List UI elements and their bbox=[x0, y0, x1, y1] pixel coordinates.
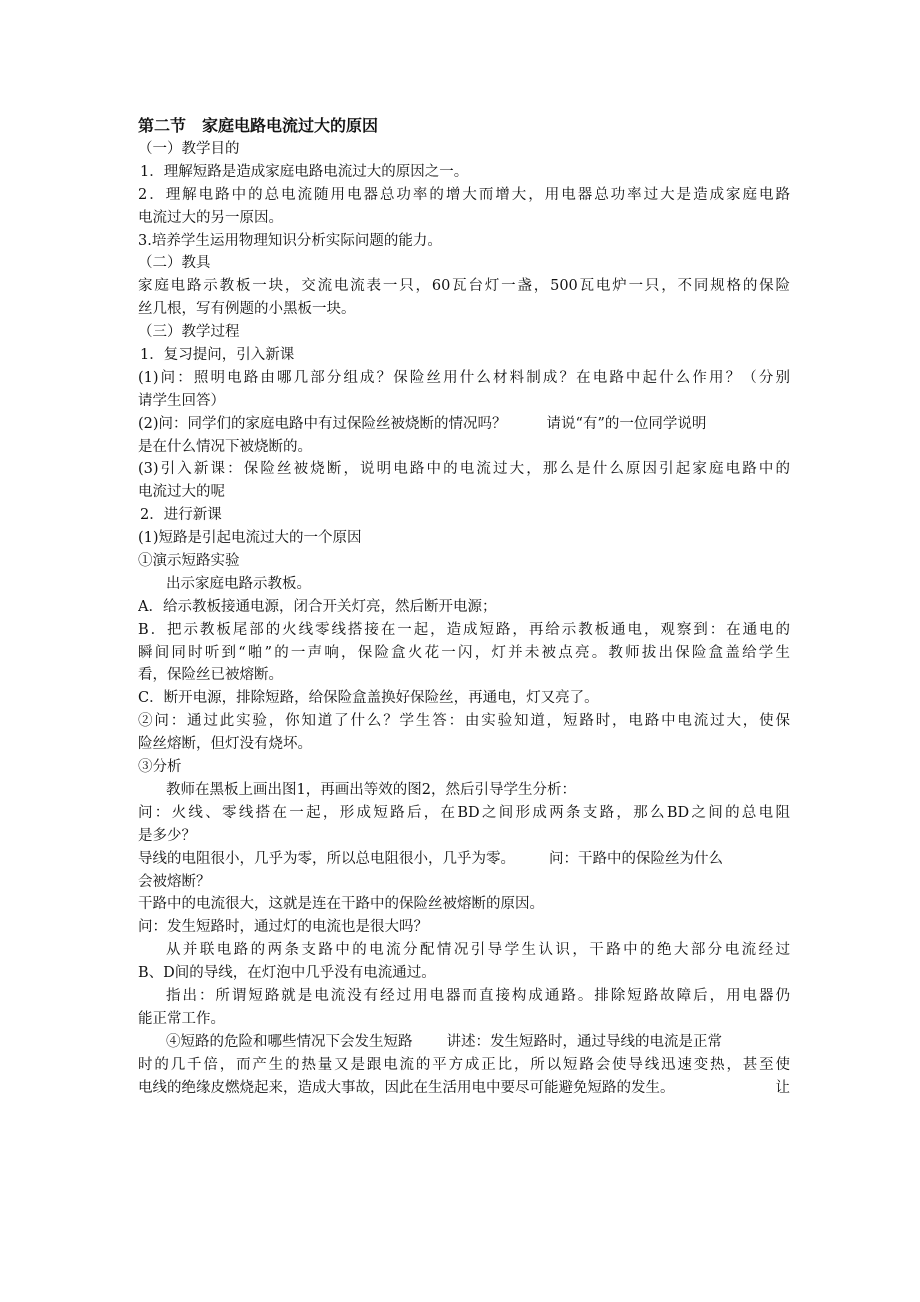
question-1-line-1: (1)问：照明电路由哪几部分组成？保险丝用什么材料制成？在电路中起什么作用？（分别 bbox=[138, 369, 790, 386]
question-1-line-2: 请学生回答） bbox=[138, 392, 225, 409]
definition-line-2: 能正常工作。 bbox=[138, 1010, 225, 1027]
step-2-heading: 2．进行新课 bbox=[140, 507, 222, 524]
demo-question-line-1: ②问：通过此实验，你知道了什么？学生答：由实验知道，短路时，电路中电流过大，使保 bbox=[138, 713, 790, 730]
heading-teaching-process: （三）教学过程 bbox=[138, 324, 240, 341]
section-title: 第二节 家庭电路电流过大的原因 bbox=[138, 116, 379, 135]
danger-explain-line-2: 时的几千倍，而产生的热量又是跟电流的平方成正比，所以短路会使导线迅速变热，甚至使 bbox=[138, 1056, 790, 1073]
goal-1: 1．理解短路是造成家庭电路电流过大的原因之一。 bbox=[140, 163, 469, 180]
goal-3: 3.培养学生运用物理知识分析实际问题的能力。 bbox=[138, 232, 442, 249]
question-2-part-b: 请说“有”的一位同学说明 bbox=[546, 415, 707, 432]
analysis-answer-2: 干路中的电流很大，这就是连在干路中的保险丝被熔断的原因。 bbox=[138, 896, 544, 913]
analysis-answer-3-line-2: B、D间的导线，在灯泡中几乎没有电流通过。 bbox=[138, 965, 436, 982]
demo-step-c: C．断开电源，排除短路，给保险盒盖换好保险丝，再通电，灯又亮了。 bbox=[138, 690, 599, 707]
heading-teaching-aids: （二）教具 bbox=[138, 255, 211, 272]
analysis-answer-1-line bbox=[138, 848, 790, 871]
danger-heading: ④短路的危险和哪些情况下会发生短路 bbox=[166, 1033, 413, 1050]
analysis-question-1-line-1: 问：火线、零线搭在一起，形成短路后，在BD之间形成两条支路，那么BD之间的总电阻 bbox=[138, 804, 790, 821]
goal-2-line-1: 2．理解电路中的总电流随用电器总功率的增大而增大，用电器总功率过大是造成家庭电路 bbox=[138, 186, 790, 203]
aids-line-1: 家庭电路示教板一块，交流电流表一只，60瓦台灯一盏，500瓦电炉一只，不同规格的保险 bbox=[138, 278, 790, 295]
analysis-question-1-line-2: 是多少？ bbox=[138, 827, 196, 844]
goal-2-line-2: 电流过大的另一原因。 bbox=[138, 209, 283, 226]
demo-step-b-line-2: 瞬间同时听到“啪”的一声响，保险盒火花一闪，灯并未被点亮。教师拔出保险盒盖给学生 bbox=[138, 644, 790, 661]
analysis-heading: ③分析 bbox=[138, 759, 182, 776]
analysis-intro: 教师在黑板上画出图1，再画出等效的图2，然后引导学生分析： bbox=[166, 781, 576, 798]
question-2-line-2: 是在什么情况下被烧断的。 bbox=[138, 438, 312, 455]
danger-explain-line-3-text: 电线的绝缘皮燃烧起来，造成大事故，因此在生活用电中要尽可能避免短路的发生。 bbox=[138, 1079, 675, 1096]
analysis-question-3: 问：发生短路时，通过灯的电流也是很大吗？ bbox=[138, 919, 428, 936]
demo-intro: 出示家庭电路示教板。 bbox=[166, 575, 311, 592]
heading-teaching-goals: （一）教学目的 bbox=[138, 141, 240, 157]
danger-explain-part-a: 讲述：发生短路时，通过导线的电流是正常 bbox=[446, 1033, 722, 1050]
danger-explain-line-3 bbox=[138, 1077, 790, 1100]
demo-heading: ①演示短路实验 bbox=[138, 553, 240, 570]
demo-step-b-line-1: B．把示教板尾部的火线零线搭接在一起，造成短路，再给示教板通电，观察到：在通电的 bbox=[138, 621, 790, 638]
question-3-line-1: (3)引入新课：保险丝被烧断，说明电路中的电流过大，那么是什么原因引起家庭电路中的 bbox=[138, 461, 790, 478]
demo-question-line-2: 险丝熔断，但灯没有烧坏。 bbox=[138, 736, 312, 753]
definition-line-1: 指出：所谓短路就是电流没有经过用电器而直接构成通路。排除短路故障后，用电器仍 bbox=[166, 987, 790, 1004]
danger-heading-line bbox=[138, 1031, 790, 1054]
analysis-answer-3-line-1: 从并联电路的两条支路中的电流分配情况引导学生认识，干路中的绝大部分电流经过 bbox=[166, 942, 790, 959]
step-1-heading: 1．复习提问，引入新课 bbox=[140, 347, 295, 364]
subheading-short-circuit: (1)短路是引起电流过大的一个原因 bbox=[138, 530, 362, 547]
analysis-answer-1: 导线的电阻很小，几乎为零，所以总电阻很小，几乎为零。 bbox=[138, 850, 515, 867]
demo-step-b-line-3: 看，保险丝已被熔断。 bbox=[138, 667, 283, 684]
question-2-line-1 bbox=[138, 413, 790, 436]
analysis-question-2-part-a: 问：干路中的保险丝为什么 bbox=[549, 850, 723, 867]
question-2-part-a: (2)问：同学们的家庭电路中有过保险丝被烧断的情况吗？ bbox=[138, 415, 507, 432]
aids-line-2: 丝几根，写有例题的小黑板一块。 bbox=[138, 301, 356, 318]
question-3-line-2: 电流过大的呢 bbox=[138, 484, 225, 501]
danger-explain-trailing: 让 bbox=[775, 1079, 790, 1096]
document-page bbox=[138, 114, 790, 1099]
analysis-question-2-part-b: 会被熔断？ bbox=[138, 873, 211, 890]
demo-step-a: A．给示教板接通电源，闭合开关灯亮，然后断开电源； bbox=[138, 598, 497, 615]
